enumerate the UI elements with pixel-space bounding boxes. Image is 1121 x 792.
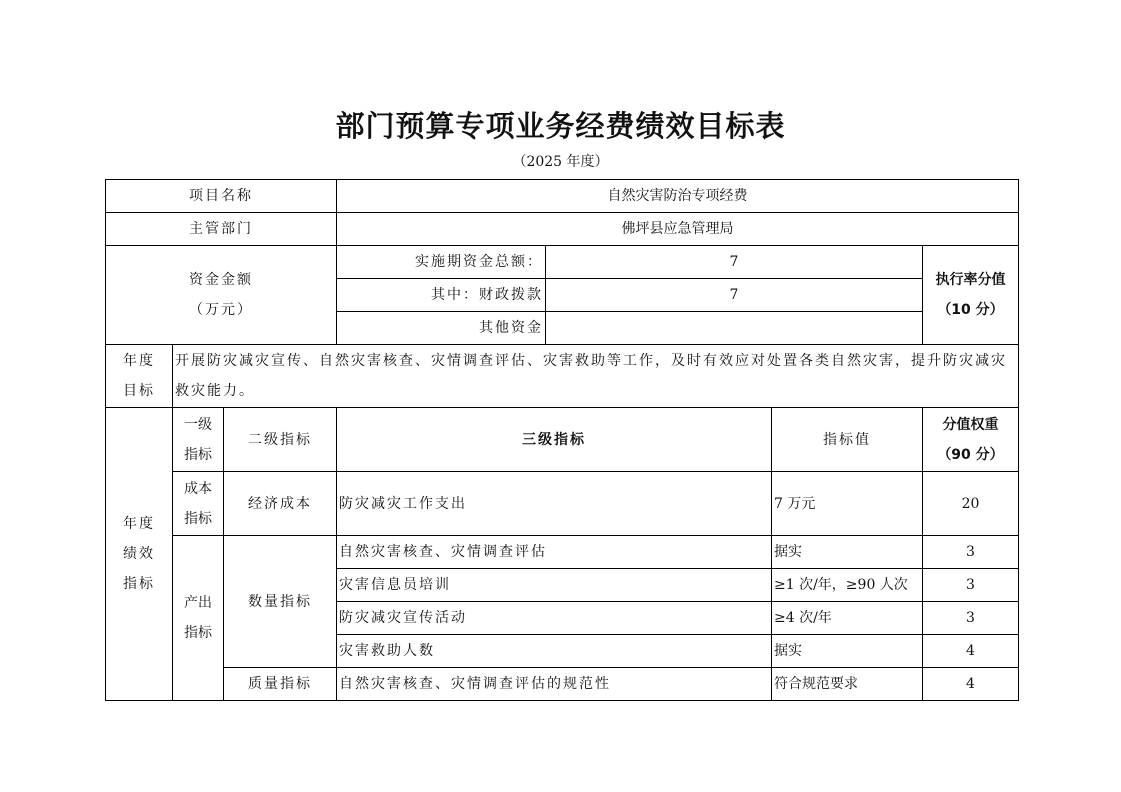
indicators-section-line1: 年度 (123, 516, 155, 532)
indicators-section-line2: 绩效 (123, 546, 155, 562)
page-title: 部门预算专项业务经费绩效目标表 (335, 109, 786, 143)
output-row-4-level3: 自然灾害核查、灾情调查评估的规范性 (337, 668, 772, 701)
header-weight-line2: （90 分） (937, 446, 1004, 463)
output-row-1-level3: 灾害信息员培训 (337, 569, 772, 602)
cost-level1 (173, 472, 224, 536)
funds-label (106, 246, 337, 345)
header-level1 (173, 408, 224, 472)
cost-level2: 经济成本 (224, 472, 337, 536)
annual-goal-label (106, 345, 173, 408)
execution-rate-score (923, 246, 1019, 345)
output-row-2-value: ≥4 次/年 (772, 602, 923, 635)
header-level1-line1: 一级 (184, 416, 212, 433)
total-funds-value: 7 (546, 246, 923, 279)
output-row-1-weight: 3 (923, 569, 1019, 602)
project-name-value: 自然灾害防治专项经费 (337, 180, 1019, 213)
cost-level3: 防灾减灾工作支出 (337, 472, 772, 536)
output-level1-line1: 产出 (184, 595, 212, 611)
fiscal-funds-value: 7 (546, 279, 923, 312)
annual-goal-label-line1: 年度 (123, 353, 155, 369)
other-funds-value (546, 312, 923, 345)
total-funds-label: 实施期资金总额： (337, 246, 546, 279)
quantity-level2: 数量指标 (224, 536, 337, 668)
output-level1-line2: 指标 (184, 625, 212, 641)
indicators-section-line3: 指标 (123, 576, 155, 592)
header-level3: 三级指标 (337, 408, 772, 472)
page-subtitle: （2025 年度） (512, 154, 609, 170)
output-row-2-level3: 防灾减灾宣传活动 (337, 602, 772, 635)
header-weight-line1: 分值权重 (942, 416, 999, 433)
cost-level1-line2: 指标 (184, 510, 212, 527)
output-row-3-level3: 灾害救助人数 (337, 635, 772, 668)
department-value: 佛坪县应急管理局 (337, 213, 1019, 246)
execution-rate-line1: 执行率分值 (935, 272, 1006, 288)
annual-goal-label-line2: 目标 (123, 383, 155, 399)
output-row-4-value: 符合规范要求 (772, 668, 923, 701)
indicators-section-label (106, 408, 173, 701)
header-weight (923, 408, 1019, 472)
header-value: 指标值 (772, 408, 923, 472)
cost-weight: 20 (923, 472, 1019, 536)
output-row-2-weight: 3 (923, 602, 1019, 635)
department-label: 主管部门 (106, 213, 337, 246)
output-row-0-level3: 自然灾害核查、灾情调查评估 (337, 536, 772, 569)
output-row-1-value: ≥1 次/年，≥90 人次 (772, 569, 923, 602)
quality-level2: 质量指标 (224, 668, 337, 701)
funds-label-line1: 资金金额 (189, 272, 253, 288)
output-row-3-weight: 4 (923, 635, 1019, 668)
performance-table (105, 179, 1019, 701)
other-funds-label: 其他资金 (337, 312, 546, 345)
cost-value: 7 万元 (772, 472, 923, 536)
cost-level1-line1: 成本 (184, 480, 212, 497)
header-level1-line2: 指标 (184, 446, 212, 463)
output-level1 (173, 536, 224, 701)
execution-rate-line2: （10 分） (937, 302, 1004, 318)
output-row-0-value: 据实 (772, 536, 923, 569)
funds-label-line2: （万元） (189, 302, 253, 318)
output-row-4-weight: 4 (923, 668, 1019, 701)
output-row-0-weight: 3 (923, 536, 1019, 569)
fiscal-funds-label: 其中：财政拨款 (337, 279, 546, 312)
output-row-3-value: 据实 (772, 635, 923, 668)
annual-goal-text: 开展防灾减灾宣传、自然灾害核查、灾情调查评估、灾害救助等工作，及时有效应对处置各类自然灾害，提升防灾减灾救灾能力。 (173, 345, 1019, 408)
project-name-label: 项目名称 (106, 180, 337, 213)
header-level2: 二级指标 (224, 408, 337, 472)
